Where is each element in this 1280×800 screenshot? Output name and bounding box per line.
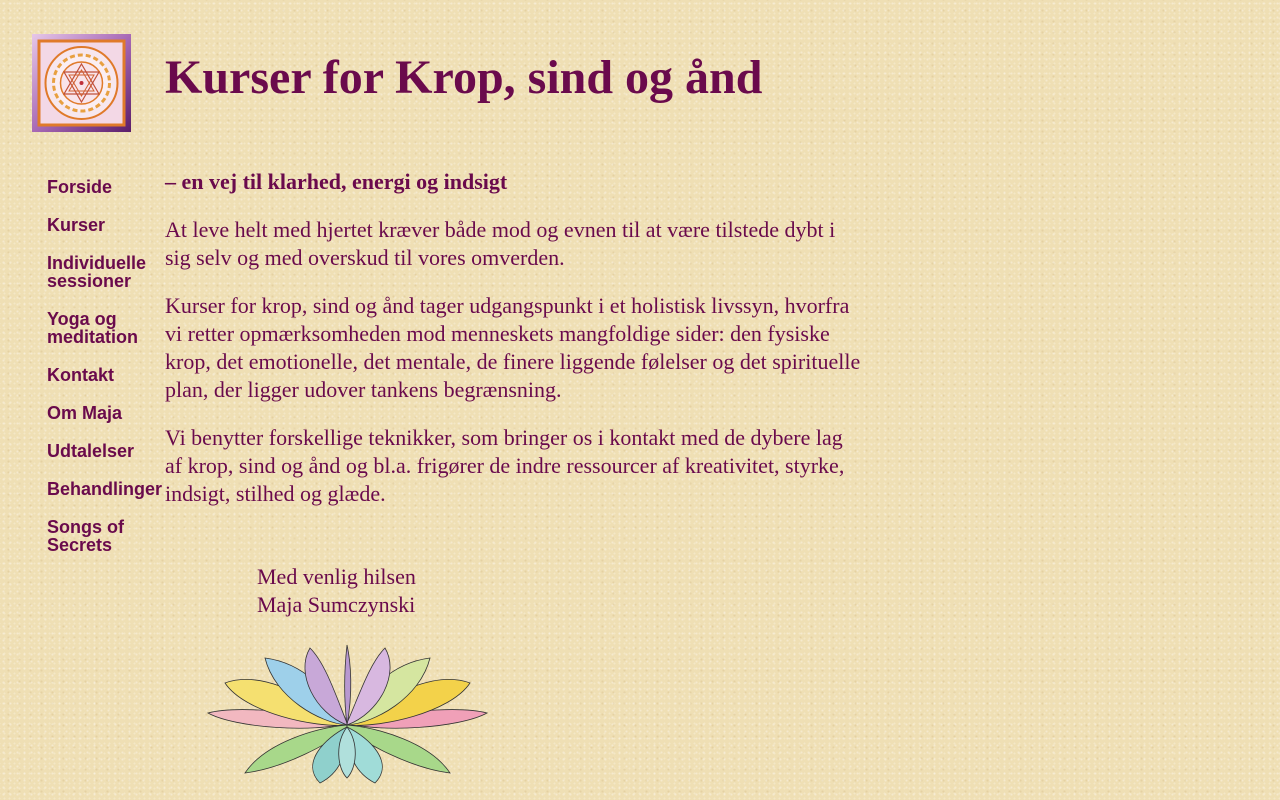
main-content bbox=[165, 168, 865, 528]
nav-link-yoga-og-meditation[interactable]: Yoga og meditation bbox=[47, 309, 139, 347]
nav-link-om-maja[interactable]: Om Maja bbox=[47, 403, 123, 423]
sidebar-nav bbox=[47, 178, 165, 574]
nav-link-individuelle-sessioner[interactable]: Individuelle sessioner bbox=[47, 253, 147, 291]
techniques-paragraph: Vi benytter forskellige teknikker, som bringer os i kontakt med de dybere lag af krop, sind og ånd og bl.a. frigører de indre ressourcer af kreativitet, styrke, indsigt, stilhed og glæde. bbox=[165, 425, 845, 506]
nav-link-forside[interactable]: Forside bbox=[47, 177, 113, 197]
nav-link-songs-of-secrets[interactable]: Songs of Secrets bbox=[47, 517, 124, 555]
nav-link-kurser[interactable]: Kurser bbox=[47, 215, 106, 235]
page-subtitle: – en vej til klarhed, energi og indsigt bbox=[165, 169, 508, 194]
sri-yantra-logo-icon bbox=[32, 34, 131, 132]
page-title: Kurser for Krop, sind og ånd bbox=[165, 51, 763, 104]
signature-block bbox=[257, 563, 416, 619]
intro-paragraph: At leve helt med hjertet kræver både mod og evnen til at være tilstede dybt i sig selv og med overskud til vores omverden. bbox=[165, 217, 836, 270]
lotus-flower-icon bbox=[205, 643, 490, 788]
signature-name: Maja Sumczynski bbox=[257, 592, 416, 617]
nav-link-udtalelser[interactable]: Udtalelser bbox=[47, 441, 135, 461]
philosophy-paragraph: Kurser for krop, sind og ånd tager udgangspunkt i et holistisk livssyn, hvorfra vi retter opmærksomheden mod menneskets mangfoldige sider: den fysiske krop, det emotionelle, det mentale, de finere liggende følelser og det spirituelle plan, der ligger udover tankens begrænsning. bbox=[165, 293, 861, 402]
nav-link-kontakt[interactable]: Kontakt bbox=[47, 365, 114, 385]
nav-link-behandlinger[interactable]: Behandlinger bbox=[47, 479, 163, 499]
greeting-text: Med venlig hilsen bbox=[257, 564, 416, 589]
